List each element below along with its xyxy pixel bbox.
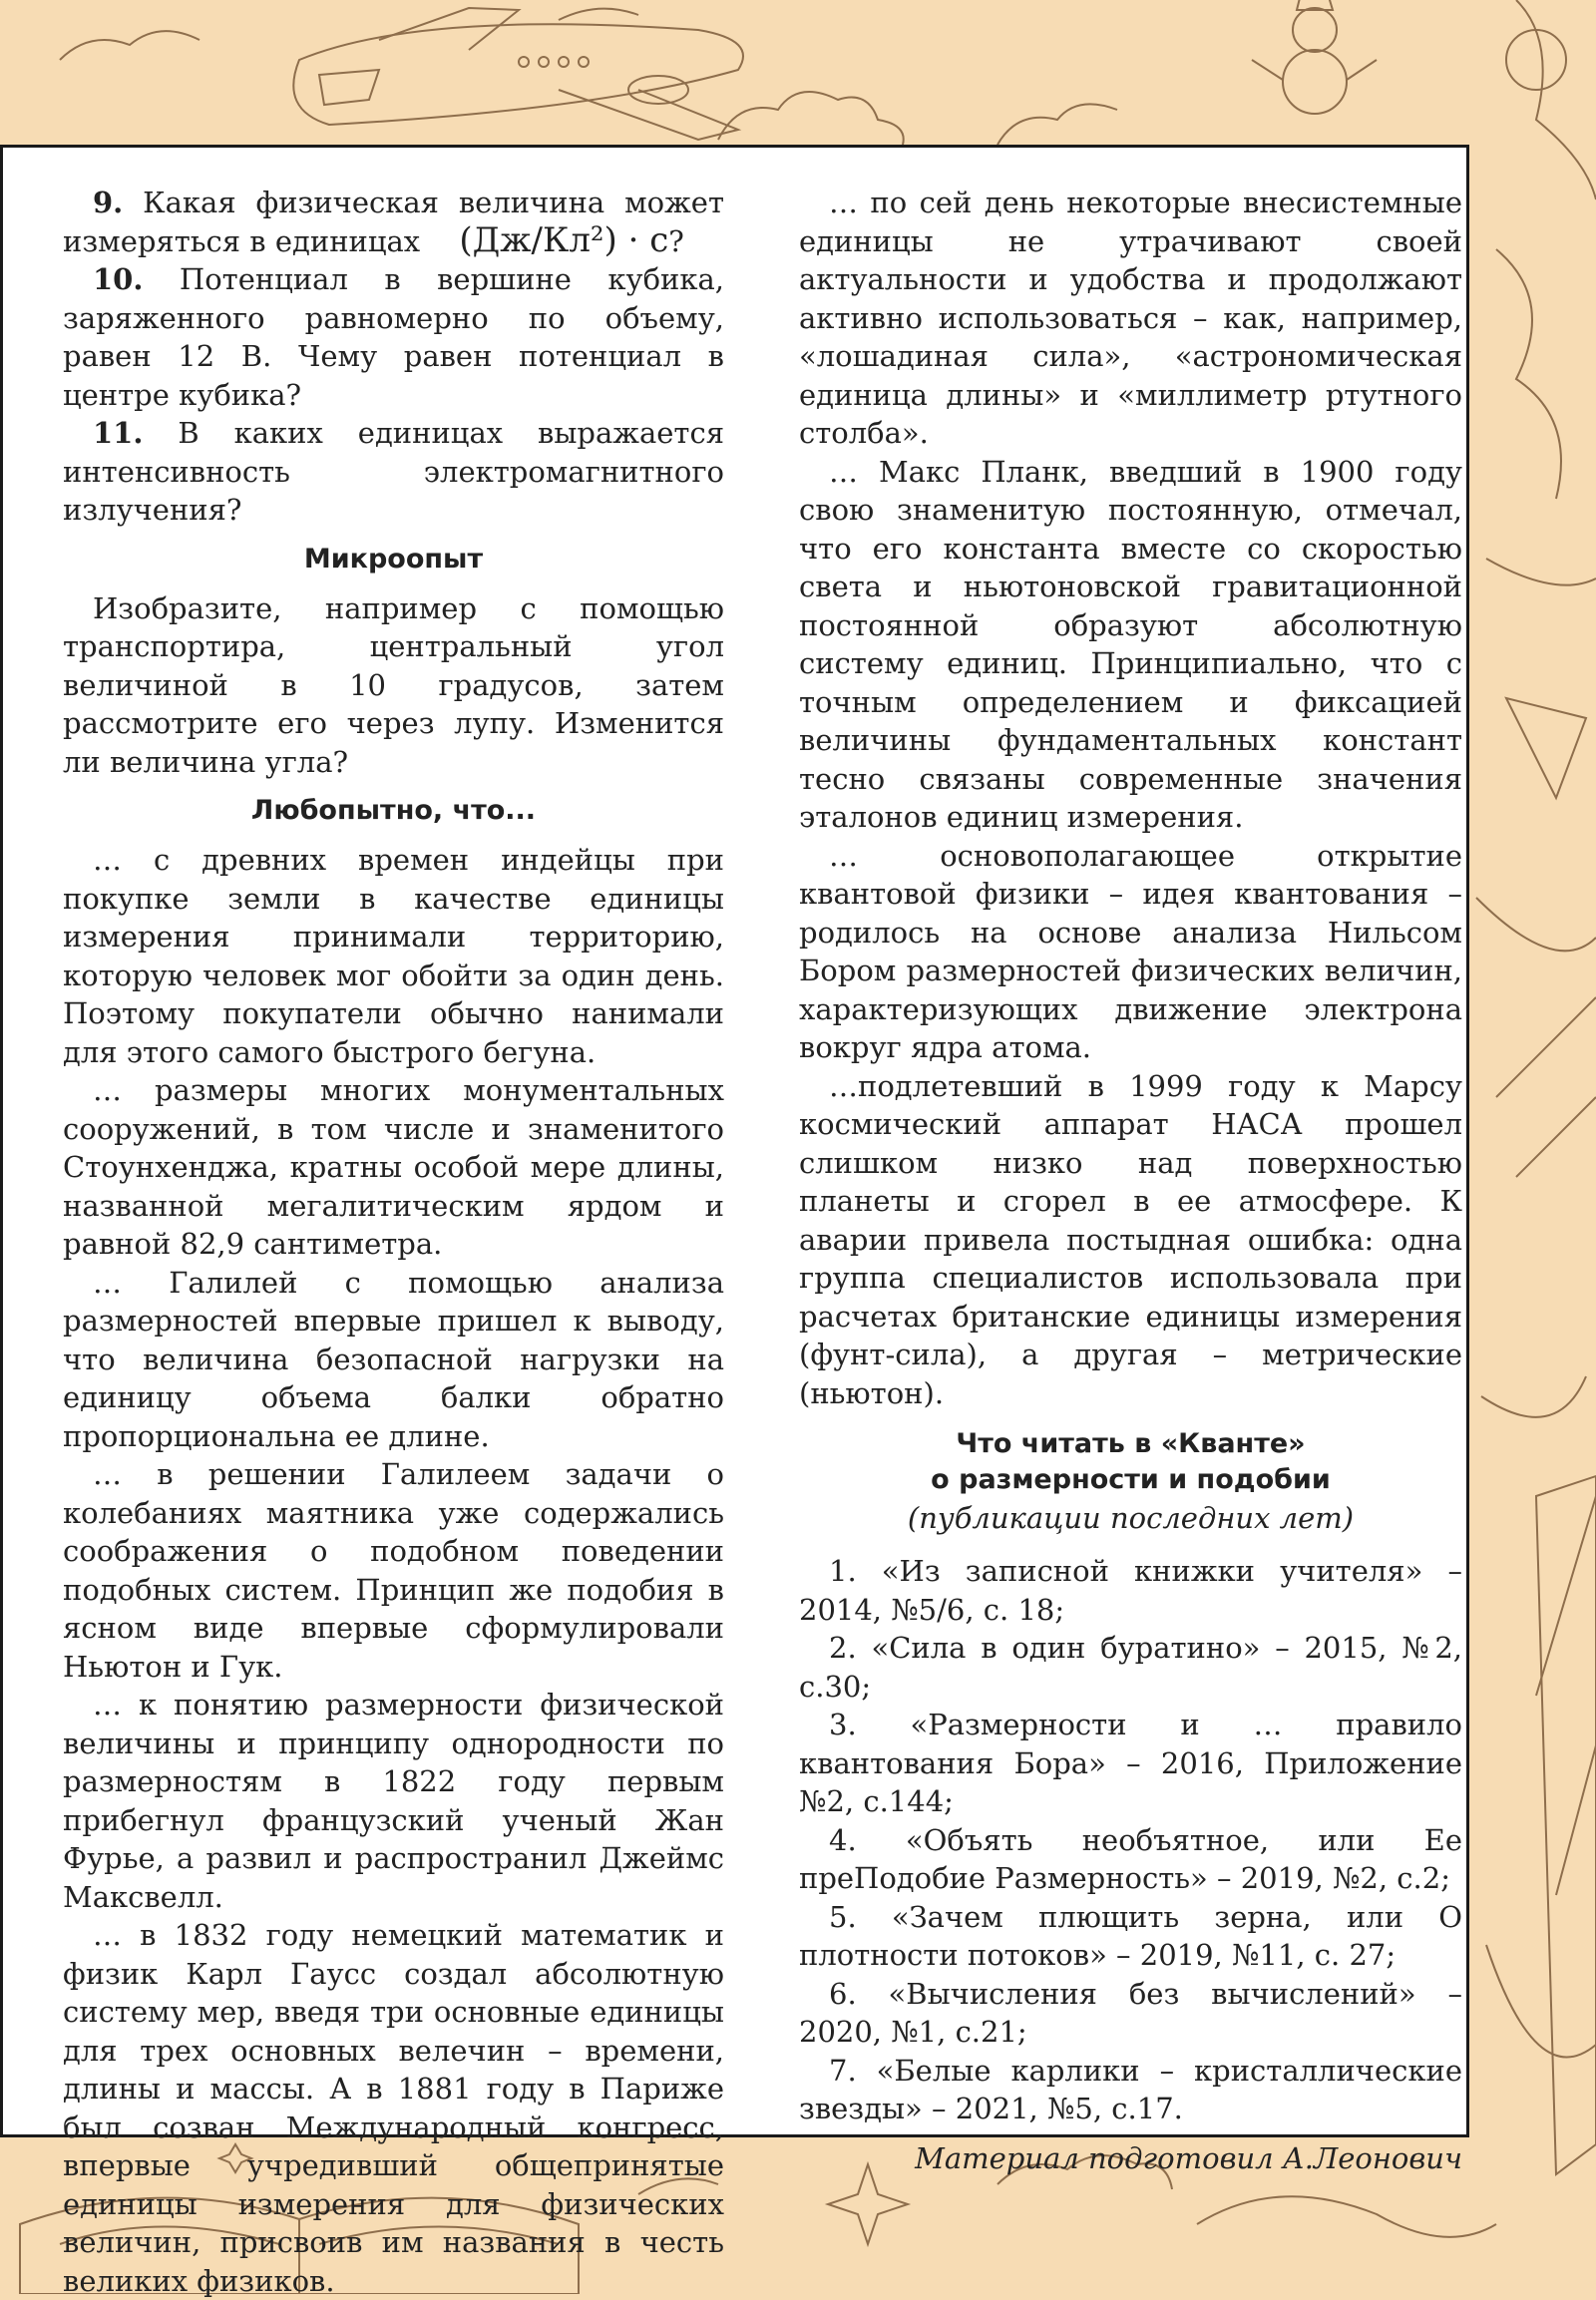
reading-title-line-1: Что читать в «Кванте» [956, 1428, 1306, 1459]
question-number: 10. [93, 262, 144, 296]
reading-list [799, 1552, 1462, 2128]
question-mark: ? [668, 223, 684, 258]
reading-item: 5. «Зачем плющить зерна, или О плотности потоков» – 2019, №11, с. 27; [799, 1899, 1462, 1972]
curious-paragraph: … Галилей с помощью анализа размерностей впервые пришел к выводу, что величина безопасной нагрузки на единицу объема балки обратно пропорциональна ее длине. [63, 1265, 724, 1453]
reading-item: 4. «Объять необъятное, или Ее преПодобие Размерность» – 2019, №2, с.2; [799, 1822, 1462, 1895]
curious-paragraph: …подлетевший в 1999 году к Марсу космический аппарат НАСА прошел слишком низко над поверхностью планеты и сгорел в ее атмосфере. К аварии привела постыдная ошибка: одна группа специалистов использовала при расчетах британские единицы измерения (фунт-сила), а другая – метрические (ньютон). [799, 1068, 1462, 1410]
curious-paragraph: … с древних времен индейцы при покупке земли в качестве единицы измерения принимали территорию, которую человек мог обойти за один день. Поэтому покупатели обычно нанимали для этого самого быстрого бегуна. [63, 843, 724, 1069]
reading-item: 3. «Размерности и … правило квантования Бора» – 2016, Приложение №2, с.144; [799, 1708, 1462, 1818]
question-10 [63, 260, 724, 414]
airplane-icon [293, 8, 743, 140]
question-text: Какая физическая величина может измеряться в единицах [63, 186, 724, 258]
unit-formula: (Дж/Кл²) · с [459, 219, 669, 260]
curious-paragraph: … основополагающее открытие квантовой физики – идея квантования – родилось на основе анализа Нильсом Бором размерностей физических величин, характеризующих движение электрона вокруг ядра атома. [799, 838, 1462, 1064]
reading-item: 2. «Сила в один буратино» – 2015, №2, с.30; [799, 1631, 1462, 1704]
question-9 [63, 184, 724, 260]
section-heading-microexperiment: Микроопыт [303, 543, 484, 575]
left-column [63, 184, 724, 2300]
reading-item: 6. «Вычисления без вычислений» – 2020, №1, с.21; [799, 1976, 1462, 2049]
curious-paragraph: … Макс Планк, введший в 1900 году свою знаменитую постоянную, отмечал, что его константа вместе со скоростью света и ньютоновской гравитационной постоянной образуют абсолютную систему единиц. Принципиально, что с точным определением и фиксацией величины фундаментальных констант тесно связаны современные значения эталонов единиц измерения. [799, 454, 1462, 834]
question-text: В каких единицах выражается интенсивность электромагнитного излучения? [63, 416, 724, 527]
author-credit: Материал подготовил А.Леонович [915, 2140, 1462, 2175]
snowman-icon [1252, 0, 1377, 114]
question-number: 11. [93, 416, 144, 450]
reading-title-line-2: о размерности и подобии [931, 1464, 1331, 1495]
question-11 [63, 414, 724, 530]
reading-item: 7. «Белые карлики – кристаллические звезды» – 2021, №5, с.17. [799, 2053, 1462, 2125]
reading-item: 1. «Из записной книжки учителя» – 2014, №5/6, с. 18; [799, 1554, 1462, 1627]
question-text: Потенциал в вершине кубика, заряженного равномерно по объему, равен 12 В. Чему равен потенциал в центре кубика? [63, 262, 724, 412]
section-heading-curious: Любопытно, что... [250, 795, 537, 826]
article-page [0, 145, 1469, 2298]
curious-paragraph: … по сей день некоторые внесистемные единицы не утрачивают своей актуальности и удобства и продолжают активно использоваться – как, например, «лошадиная сила», «астрономическая единица длины» и «миллиметр ртутного столба». [799, 186, 1462, 450]
curious-paragraph: … к понятию размерности физической величины и принципу однородности по размерностям в 1822 году первым прибегнул французский ученый Жан Фурье, а развил и распространил Джеймс Максвелл. [63, 1688, 724, 1914]
microexperiment-text: Изобразите, например с помощью транспортира, центральный угол величиной в 10 градусов, затем рассмотрите его через лупу. Изменится ли величина угла? [63, 590, 724, 779]
right-column [799, 184, 1462, 2178]
curious-paragraph: … в 1832 году немецкий математик и физик Карл Гаусс создал абсолютную систему мер, введя три основные единицы для трех основных велечин – времени, длины и массы. А в 1881 году в Париже был созван Международный конгресс, впервые учредивший общепринятые единицы измерения для физических величин, присвоив им названия в честь великих физиков. [63, 1918, 724, 2298]
curious-paragraph: … в решении Галилеем задачи о колебаниях маятника уже содержались соображения о подобном поведении подобных систем. Принцип же подобия в ясном виде впервые сформулировали Ньютон и Гук. [63, 1457, 724, 1684]
reading-subtitle: (публикации последних лет) [907, 1501, 1355, 1535]
curious-paragraph: … размеры многих монументальных сооружений, в том числе и знаменитого Стоунхенджа, кратны особой мере длины, названной мегалитическим ярдом и равной 82,9 сантиметра. [63, 1073, 724, 1261]
reading-title [799, 1426, 1462, 1498]
question-number: 9. [93, 186, 124, 219]
